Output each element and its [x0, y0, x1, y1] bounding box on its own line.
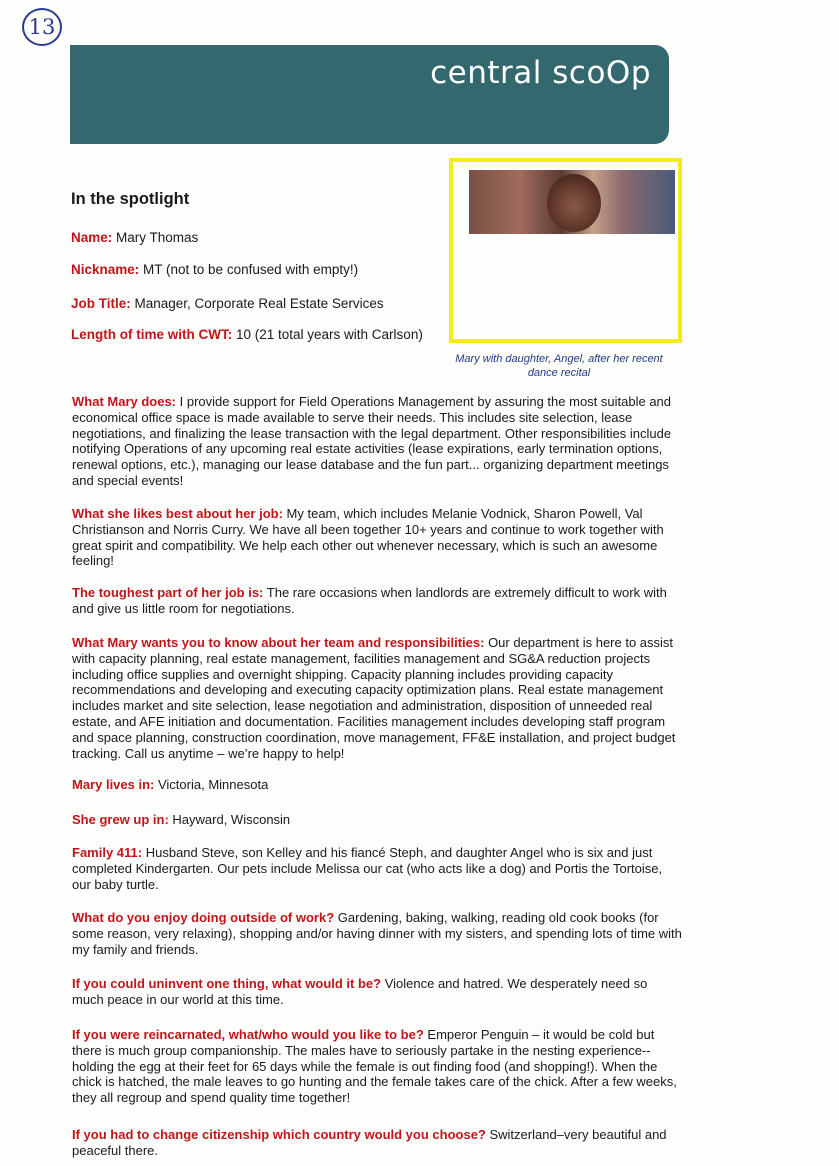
section-title: In the spotlight [71, 190, 190, 208]
newsletter-title: central scoOp [430, 55, 651, 91]
qa-text: Hayward, Wisconsin [168, 812, 291, 827]
qa-text: The rare occasions when landlords are extremely difficult to work with and give us little room for negotiations. [72, 585, 667, 616]
qa-text: Husband Steve, son Kelley and his fiancé Steph, and daughter Angel who is six and just completed Kindergarten. Our pets include Melissa our cat (who acts like a dog) and Portis the Tortoise, our baby turtle. [72, 845, 663, 892]
qa-text: Violence and hatred. We desperately need so much peace in our world at this time. [72, 976, 648, 1007]
qa-label: The toughest part of her job is: [72, 585, 264, 600]
qa-lives-in [72, 777, 682, 793]
profile-label: Job Title: [71, 296, 131, 311]
qa-text: Our department is here to assist with capacity planning, real estate management, facilities management and SG&A reduction projects including office supplies and overnight shipping. Capacity planning includes providing capacity recommendations and developing and executing capacity optimization plans. Real estate management includes market and site selection, lease negotiation and administration, disposition of unneeded real estate, and AFE initiation and documentation. Facilities management includes developing staff program and space planning, construction coordination, move management, FF&E installation, and project budget tracking. Call us anytime – we’re happy to help! [72, 635, 676, 761]
profile-label: Nickname: [71, 262, 140, 277]
profile-job-title [71, 296, 384, 311]
qa-text: Gardening, baking, walking, reading old cook books (for some reason, very relaxing), shopping and/or having dinner with my sisters, and spending lots of time with my family and friends. [72, 910, 682, 957]
qa-text: I provide support for Field Operations Management by assuring the most suitable and economical office space is made available to serve their needs. This includes site selection, lease negotiations, and finalizing the lease transaction with the legal department. Other responsibilities include notifying Operations of any upcoming real estate activities (lease expirations, early termination options, renewal options, etc.), managing our lease database and the fun part... organizing department meetings and special events! [72, 394, 672, 488]
qa-text: Switzerland–very beautiful and peaceful there. [72, 1127, 667, 1158]
profile-label: Name: [71, 230, 113, 245]
qa-what-mary-does [72, 394, 682, 489]
qa-outside-work [72, 910, 682, 957]
qa-text: Emperor Penguin – it would be cold but there is much group companionship. The males have to seriously partake in the nesting experience--holding the egg at their feet for 65 days while the female is out finding food (and shopping!). When the chick is hatched, the male leaves to go hunting and the female takes care of the chick. After a few weeks, they all regroup and spend quality time together! [72, 1027, 677, 1106]
qa-toughest-part [72, 585, 682, 617]
qa-label: What she likes best about her job: [72, 506, 283, 521]
photo-frame [449, 158, 682, 343]
qa-label: Family 411: [72, 845, 143, 860]
profile-value: MT (not to be confused with empty!) [139, 262, 359, 277]
photo-face [547, 174, 601, 232]
spotlight-photo [469, 170, 675, 234]
qa-uninvent [72, 976, 682, 1008]
header-banner [70, 45, 669, 144]
qa-label: If you were reincarnated, what/who would you like to be? [72, 1027, 424, 1042]
profile-nickname [71, 262, 358, 277]
qa-label: She grew up in: [72, 812, 169, 827]
qa-grew-up-in [72, 812, 682, 828]
qa-label: What Mary does: [72, 394, 177, 409]
page-number: 13 [28, 15, 56, 39]
qa-citizenship [72, 1127, 682, 1159]
profile-name [71, 230, 198, 245]
profile-value: Mary Thomas [112, 230, 199, 245]
qa-label: If you could uninvent one thing, what would it be? [72, 976, 382, 991]
qa-label: What do you enjoy doing outside of work? [72, 910, 335, 925]
qa-likes-best [72, 506, 682, 569]
profile-tenure [71, 327, 423, 342]
profile-label: Length of time with CWT: [71, 327, 233, 342]
qa-text: Victoria, Minnesota [154, 777, 269, 792]
qa-label: Mary lives in: [72, 777, 155, 792]
qa-team-responsibilities [72, 635, 682, 761]
photo-caption: Mary with daughter, Angel, after her recent dance recital [455, 353, 663, 379]
qa-family-411 [72, 845, 682, 892]
profile-value: 10 (21 total years with Carlson) [232, 327, 423, 342]
profile-value: Manager, Corporate Real Estate Services [130, 296, 384, 311]
qa-label: If you had to change citizenship which country would you choose? [72, 1127, 486, 1142]
page-number-circle [22, 8, 62, 46]
qa-text: My team, which includes Melanie Vodnick, Sharon Powell, Val Christianson and Norris Curry. We have all been together 10+ years and continue to work together with great spirit and compatibility. We help each other out whenever necessary, which is such an awesome feeling! [72, 506, 664, 569]
qa-label: What Mary wants you to know about her team and responsibilities: [72, 635, 485, 650]
qa-reincarnated [72, 1027, 682, 1106]
